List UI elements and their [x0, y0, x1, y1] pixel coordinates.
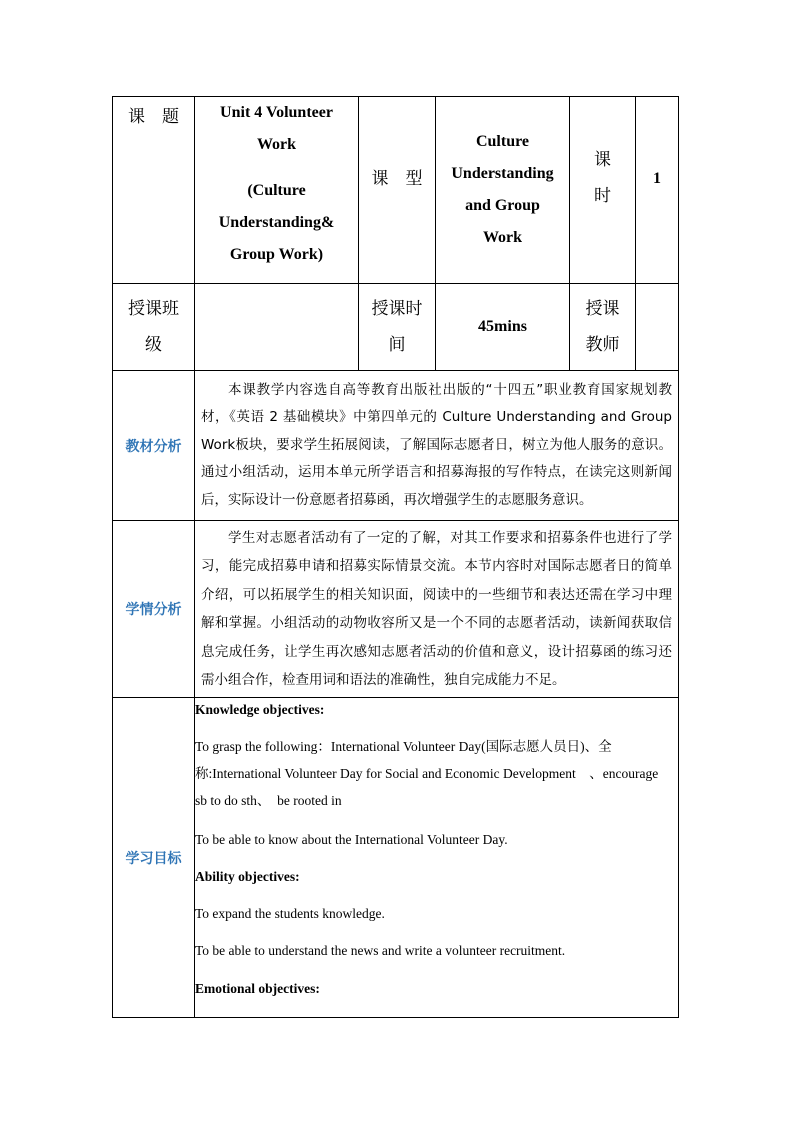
class-label-line-2: 级 [145, 335, 162, 355]
textbook-analysis-text: 本课教学内容选自高等教育出版社出版的“十四五”职业教育国家规划教材，《英语 2 基础模块》中第四单元的 Culture Understanding and Group Work板块，要求学生拓展阅读，了解国际志愿者日，树立为他人服务的意识。通过小组活动，运用本单元所学语言和招募海报的写作特点，在读完这则新闻后，实际设计一份意愿者招募函，再次增强学生的志愿服务意识。 [201, 381, 672, 508]
header-row-class [113, 284, 679, 371]
objectives-label-cell [113, 698, 195, 1018]
hours-label-cell [570, 97, 636, 284]
type-label: 课 型 [371, 169, 423, 189]
hours-label-line-2: 时 [594, 186, 611, 206]
header-row-topic [113, 97, 679, 284]
topic-label-cell [113, 97, 195, 284]
time-value: 45mins [478, 318, 527, 335]
class-label-cell [113, 284, 195, 371]
class-value-cell [195, 284, 359, 371]
type-line-2: Understanding [451, 165, 554, 182]
knowledge-item-2: To be able to know about the International Volunteer Day. [195, 832, 508, 847]
type-line-4: Work [482, 229, 523, 246]
topic-line-3: (Culture [247, 182, 306, 199]
teacher-label-cell [570, 284, 636, 371]
knowledge-item-1-line-2: 称:International Volunteer Day for Social and Economic Development 、encourage [195, 766, 659, 781]
ability-heading: Ability objectives: [195, 869, 300, 884]
objectives-row [113, 698, 679, 1018]
teacher-label-line-1: 授课 [585, 299, 620, 319]
topic-line-1: Unit 4 Volunteer [220, 104, 333, 121]
objectives-content-cell [195, 698, 679, 1018]
type-line-3: and Group [465, 197, 540, 214]
hours-value: 1 [653, 170, 661, 187]
textbook-analysis-label-cell [113, 371, 195, 521]
time-label-line-1: 授课时 [371, 299, 423, 319]
topic-value-cell [195, 97, 359, 284]
hours-label-line-1: 课 [594, 150, 611, 170]
textbook-analysis-label: 教材分析 [125, 438, 182, 455]
knowledge-item-1-line-1: To grasp the following：International Volunteer Day(国际志愿人员日)、全 [195, 739, 612, 754]
topic-line-4: Understanding& [218, 214, 335, 231]
type-value-cell [436, 97, 570, 284]
student-analysis-label: 学情分析 [125, 602, 182, 618]
teacher-value-cell [636, 284, 679, 371]
type-line-1: Culture [475, 133, 530, 150]
ability-item-1: To expand the students knowledge. [195, 906, 385, 921]
knowledge-item-1-line-3: sb to do sth、 be rooted in [195, 793, 342, 808]
student-analysis-text: 学生对志愿者活动有了一定的了解，对其工作要求和招募条件也进行了学习，能完成招募申请和招募实际情景交流。本节内容时对国际志愿者日的简单介绍，可以拓展学生的相关知识面，阅读中的一些细节和表达还需在学习中理解和掌握。小组活动的动物收容所又是一个不同的志愿者活动，读新闻获取信息完成任务，让学生再次感知志愿者活动的价值和意义，设计招募函的练习还需小组合作，检查用词和语法的准确性，独自完成能力不足。 [201, 529, 672, 688]
class-label-line-1: 授课班 [128, 299, 179, 319]
topic-line-5: Group Work) [229, 246, 324, 263]
knowledge-heading: Knowledge objectives: [195, 702, 325, 717]
topic-label: 课 题 [128, 107, 179, 127]
lesson-plan-table [112, 96, 679, 1018]
teacher-label-line-2: 教师 [585, 335, 620, 355]
lesson-plan-page [112, 96, 678, 1019]
student-analysis-row [113, 521, 679, 698]
time-label-cell [359, 284, 436, 371]
time-value-cell [436, 284, 570, 371]
hours-value-cell [636, 97, 679, 284]
time-label-line-2: 间 [388, 335, 406, 355]
emotional-heading: Emotional objectives: [195, 981, 320, 996]
textbook-analysis-row [113, 371, 679, 521]
objectives-label: 学习目标 [125, 850, 182, 867]
type-label-cell [359, 97, 436, 284]
textbook-analysis-content-cell [195, 371, 679, 521]
student-analysis-label-cell [113, 521, 195, 698]
topic-line-2: Work [256, 136, 297, 153]
student-analysis-content-cell [195, 521, 679, 698]
ability-item-2: To be able to understand the news and write a volunteer recruitment. [195, 943, 566, 958]
